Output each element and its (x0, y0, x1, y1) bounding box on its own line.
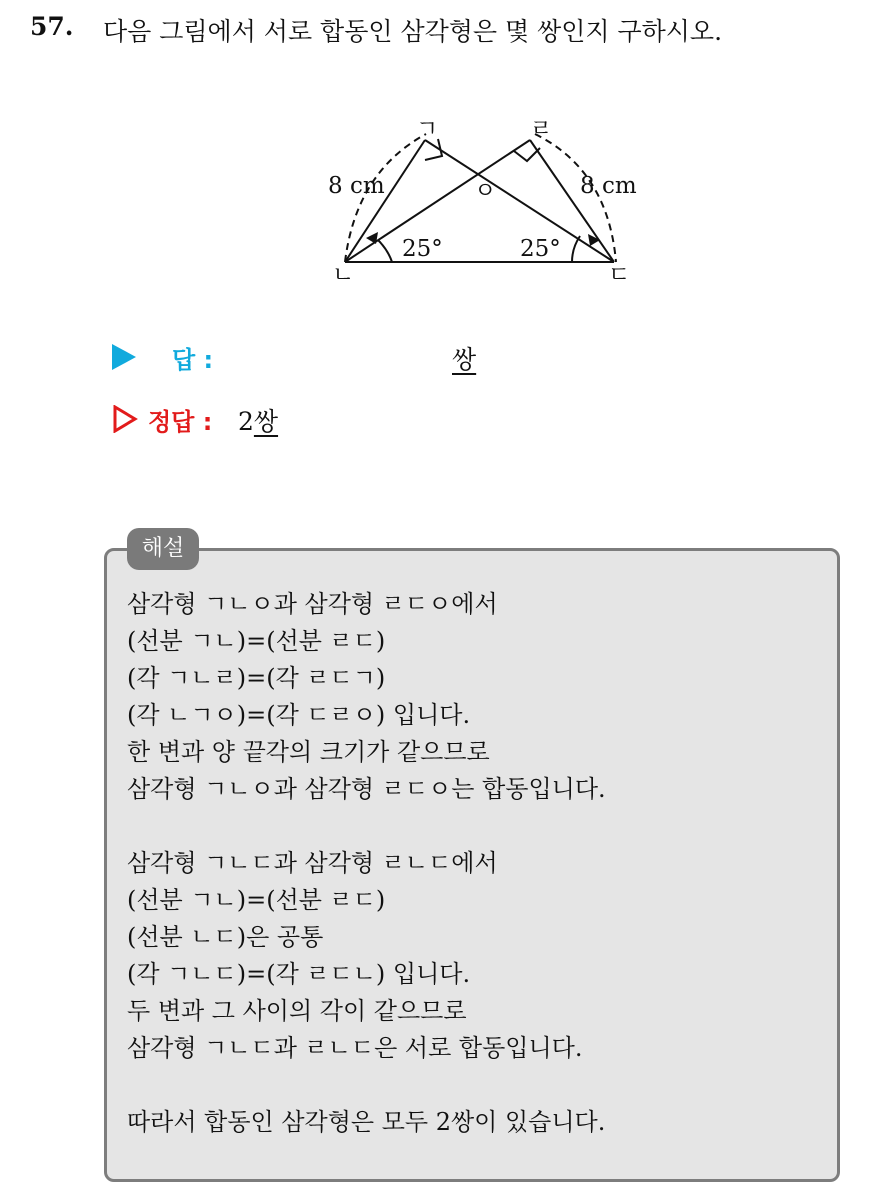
solution-line: 삼각형 ㄱㄴㅇ과 삼각형 ㄹㄷㅇ에서 (127, 590, 498, 618)
label-digeut: ㄷ (608, 262, 631, 288)
question-text: 다음 그림에서 서로 합동인 삼각형은 몇 쌍인지 구하시오. (103, 17, 723, 46)
solution-line: 삼각형 ㄱㄴㅇ과 삼각형 ㄹㄷㅇ는 합동입니다. (127, 775, 606, 803)
solution-line: 한 변과 양 끝각의 크기가 같으므로 (127, 738, 490, 766)
length-left: 8 cm (328, 173, 385, 199)
solution-line: (선분 ㄱㄴ)=(선분 ㄹㄷ) (127, 627, 386, 655)
answer-label: 답 : (172, 346, 214, 374)
solution-line: 두 변과 그 사이의 각이 같으므로 (127, 997, 467, 1025)
question-number: 57. (30, 12, 74, 41)
solution-line: 삼각형 ㄱㄴㄷ과 ㄹㄴㄷ은 서로 합동입니다. (127, 1034, 583, 1062)
solution-line: (각 ㄱㄴㄹ)=(각 ㄹㄷㄱ) (127, 664, 386, 692)
play-icon (112, 344, 136, 370)
correct-value (238, 402, 278, 438)
answer-unit: 쌍 (452, 345, 477, 374)
solution-line: (각 ㄴㄱㅇ)=(각 ㄷㄹㅇ) 입니다. (127, 701, 471, 729)
label-ieung: ㅇ (474, 178, 497, 204)
label-rieul: ㄹ (530, 116, 553, 142)
triangle-outline-icon (112, 405, 138, 433)
label-giyeok: ㄱ (416, 116, 439, 142)
correct-unit: 쌍 (253, 407, 279, 436)
angle-right: 25° (520, 236, 561, 262)
solution-line: (선분 ㄴㄷ)은 공통 (127, 923, 324, 951)
length-right: 8 cm (580, 173, 637, 199)
correct-label: 정답 : (148, 408, 213, 436)
angle-left: 25° (402, 236, 443, 262)
correct-answer-row (112, 402, 512, 442)
solution-text (127, 586, 606, 1141)
solution-line: 따라서 합동인 삼각형은 모두 2쌍이 있습니다. (127, 1108, 606, 1136)
solution-blank-line (127, 1067, 606, 1104)
solution-line: (선분 ㄱㄴ)=(선분 ㄹㄷ) (127, 886, 386, 914)
triangle-figure (0, 0, 884, 300)
solution-blank-line (127, 808, 606, 845)
label-nieun: ㄴ (332, 262, 355, 288)
solution-line: (각 ㄱㄴㄷ)=(각 ㄹㄷㄴ) 입니다. (127, 960, 471, 988)
solution-line: 삼각형 ㄱㄴㄷ과 삼각형 ㄹㄴㄷ에서 (127, 849, 498, 877)
solution-tag: 해설 (127, 528, 199, 570)
correct-number: 2 (238, 407, 254, 436)
answer-row (112, 340, 612, 380)
